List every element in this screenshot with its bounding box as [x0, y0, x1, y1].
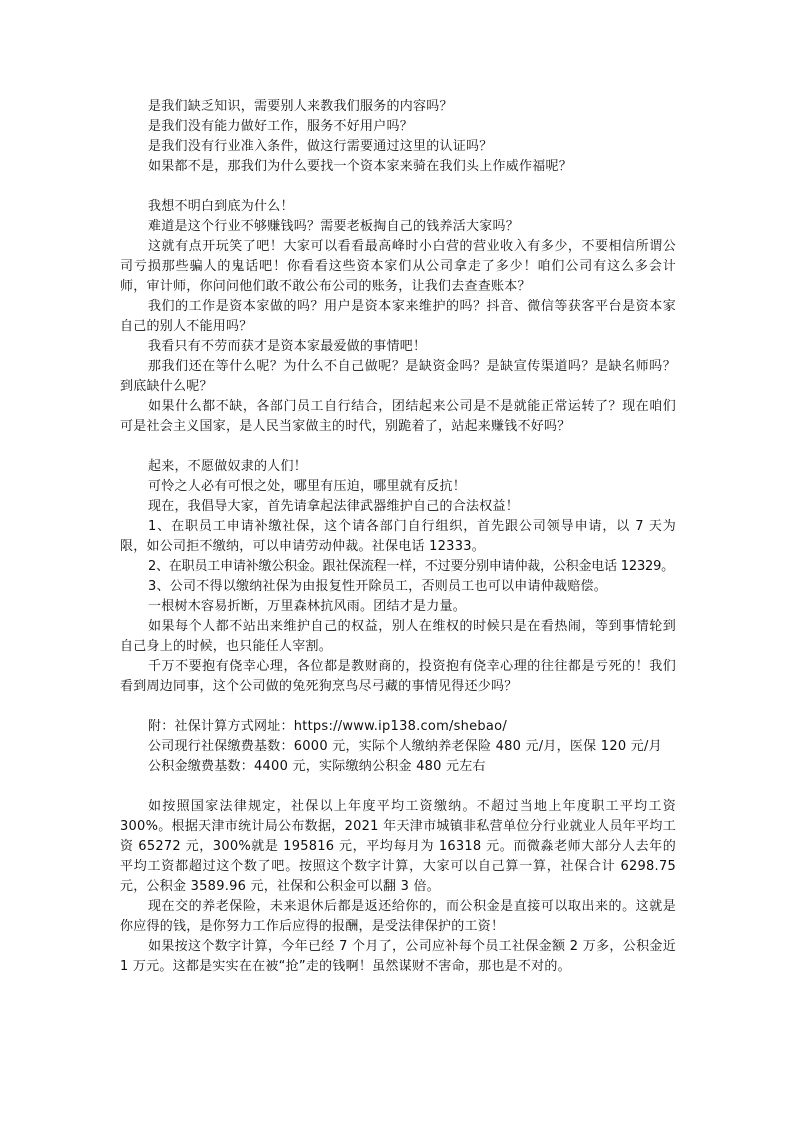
paragraph: 这就有点开玩笑了吧！大家可以看看最高峰时小白营的营业收入有多少，不要相信所谓公司亏损那些骗人的鬼话吧！你看看这些资本家们从公司拿走了多少！咱们公司有这么多会计师，审计师，你问问他们敢不敢公布公司的账务，让我们去查查账本？ [120, 239, 676, 294]
paragraph-gap [120, 437, 676, 457]
appendix-block [120, 717, 676, 777]
paragraph: 现在，我倡导大家，首先请拿起法律武器维护自己的合法权益！ [148, 499, 520, 514]
paragraph: 那我们还在等什么呢？为什么不自己做呢？是缺资金吗？是缺宣传渠道吗？是缺名师吗？到底缺什么呢？ [120, 359, 676, 394]
question-line: 如果都不是，那我们为什么要找一个资本家来骑在我们头上作威作福呢？ [148, 159, 573, 174]
list-item: 3、公司不得以缴纳社保为由报复性开除员工，否则员工也可以申请仲裁赔偿。 [148, 579, 608, 594]
paragraph: 起来，不愿做奴隶的人们！ [148, 459, 308, 474]
list-item: 2、在职员工申请补缴公积金。跟社保流程一样，不过要分别申请仲裁，公积金电话 12329。 [148, 559, 674, 574]
list-item: 1、在职员工申请补缴社保，这个请各部门自行组织，首先跟公司领导申请，以 7 天为限，如公司拒不缴纳，可以申请劳动仲裁。社保电话 12333。 [120, 519, 676, 554]
question-line: 是我们没有能力做好工作，服务不好用户吗？ [148, 119, 414, 134]
paragraph: 现在交的养老保险，未来退休后都是返还给你的，而公积金是直接可以取出来的。这就是你应得的钱，是你努力工作后应得的报酬，是受法律保护的工资！ [120, 899, 676, 934]
question-line: 是我们缺乏知识，需要别人来教我们服务的内容吗？ [148, 99, 453, 114]
appendix-line: 公司现行社保缴费基数：6000 元，实际个人缴纳养老保险 480 元/月，医保 120 元/月 [148, 739, 662, 754]
paragraph: 如果每个人都不站出来维护自己的权益，别人在维权的时候只是在看热闹，等到事情轮到自己身上的时候，也只能任人宰割。 [120, 619, 676, 654]
text-line: 难道是这个行业不够赚钱吗？需要老板掏自己的钱养活大家吗？ [148, 219, 520, 234]
paragraph: 如按照国家法律规定，社保以上年度平均工资缴纳。不超过当地上年度职工平均工资300%。根据天津市统计局公布数据，2021 年天津市城镇非私营单位分行业就业人员年平均工资 65272 元，300%就是 195816 元，平均每月为 16318 元。而微淼老师大部分人去年的平均工资都超过这个数了吧。按照这个数字计算，大家可以自己算一算，社保合计 6298.75 元，公积金 3589.96 元，社保和公积金可以翻 3 倍。 [120, 799, 676, 894]
calculation-block [120, 797, 676, 977]
questions-block [120, 97, 676, 177]
call-to-action-block [120, 457, 676, 697]
paragraph: 千万不要抱有侥幸心理，各位都是教财商的，投资抱有侥幸心理的往往都是亏死的！我们看到周边同事，这个公司做的兔死狗烹鸟尽弓藏的事情见得还少吗？ [120, 659, 676, 694]
document-body [120, 97, 676, 977]
paragraph: 我看只有不劳而获才是资本家最爱做的事情吧！ [148, 339, 427, 354]
argument-block [120, 197, 676, 437]
paragraph-gap [120, 777, 676, 797]
question-line: 是我们没有行业准入条件，做这行需要通过这里的认证吗？ [148, 139, 493, 154]
paragraph: 如果按这个数字计算，今年已经 7 个月了，公司应补每个员工社保金额 2 万多，公积金近 1 万元。这都是实实在在被“抢”走的钱啊！虽然谋财不害命，那也是不对的。 [120, 939, 676, 974]
paragraph-gap [120, 177, 676, 197]
appendix-line: 公积金缴费基数：4400 元，实际缴纳公积金 480 元左右 [148, 759, 486, 774]
paragraph-gap [120, 697, 676, 717]
paragraph: 如果什么都不缺，各部门员工自行结合，团结起来公司是不是就能正常运转了？现在咱们可是社会主义国家，是人民当家做主的时代，别跪着了，站起来赚钱不好吗？ [120, 399, 676, 434]
paragraph: 一根树木容易折断，万里森林抗风雨。团结才是力量。 [148, 599, 467, 614]
appendix-line: 附：社保计算方式网址：https://www.ip138.com/shebao/ [148, 719, 507, 734]
paragraph: 可怜之人必有可恨之处，哪里有压迫，哪里就有反抗！ [148, 479, 467, 494]
paragraph: 我们的工作是资本家做的吗？用户是资本家来维护的吗？抖音、微信等获客平台是资本家自己的别人不能用吗？ [120, 299, 676, 334]
text-line: 我想不明白到底为什么！ [148, 199, 294, 214]
